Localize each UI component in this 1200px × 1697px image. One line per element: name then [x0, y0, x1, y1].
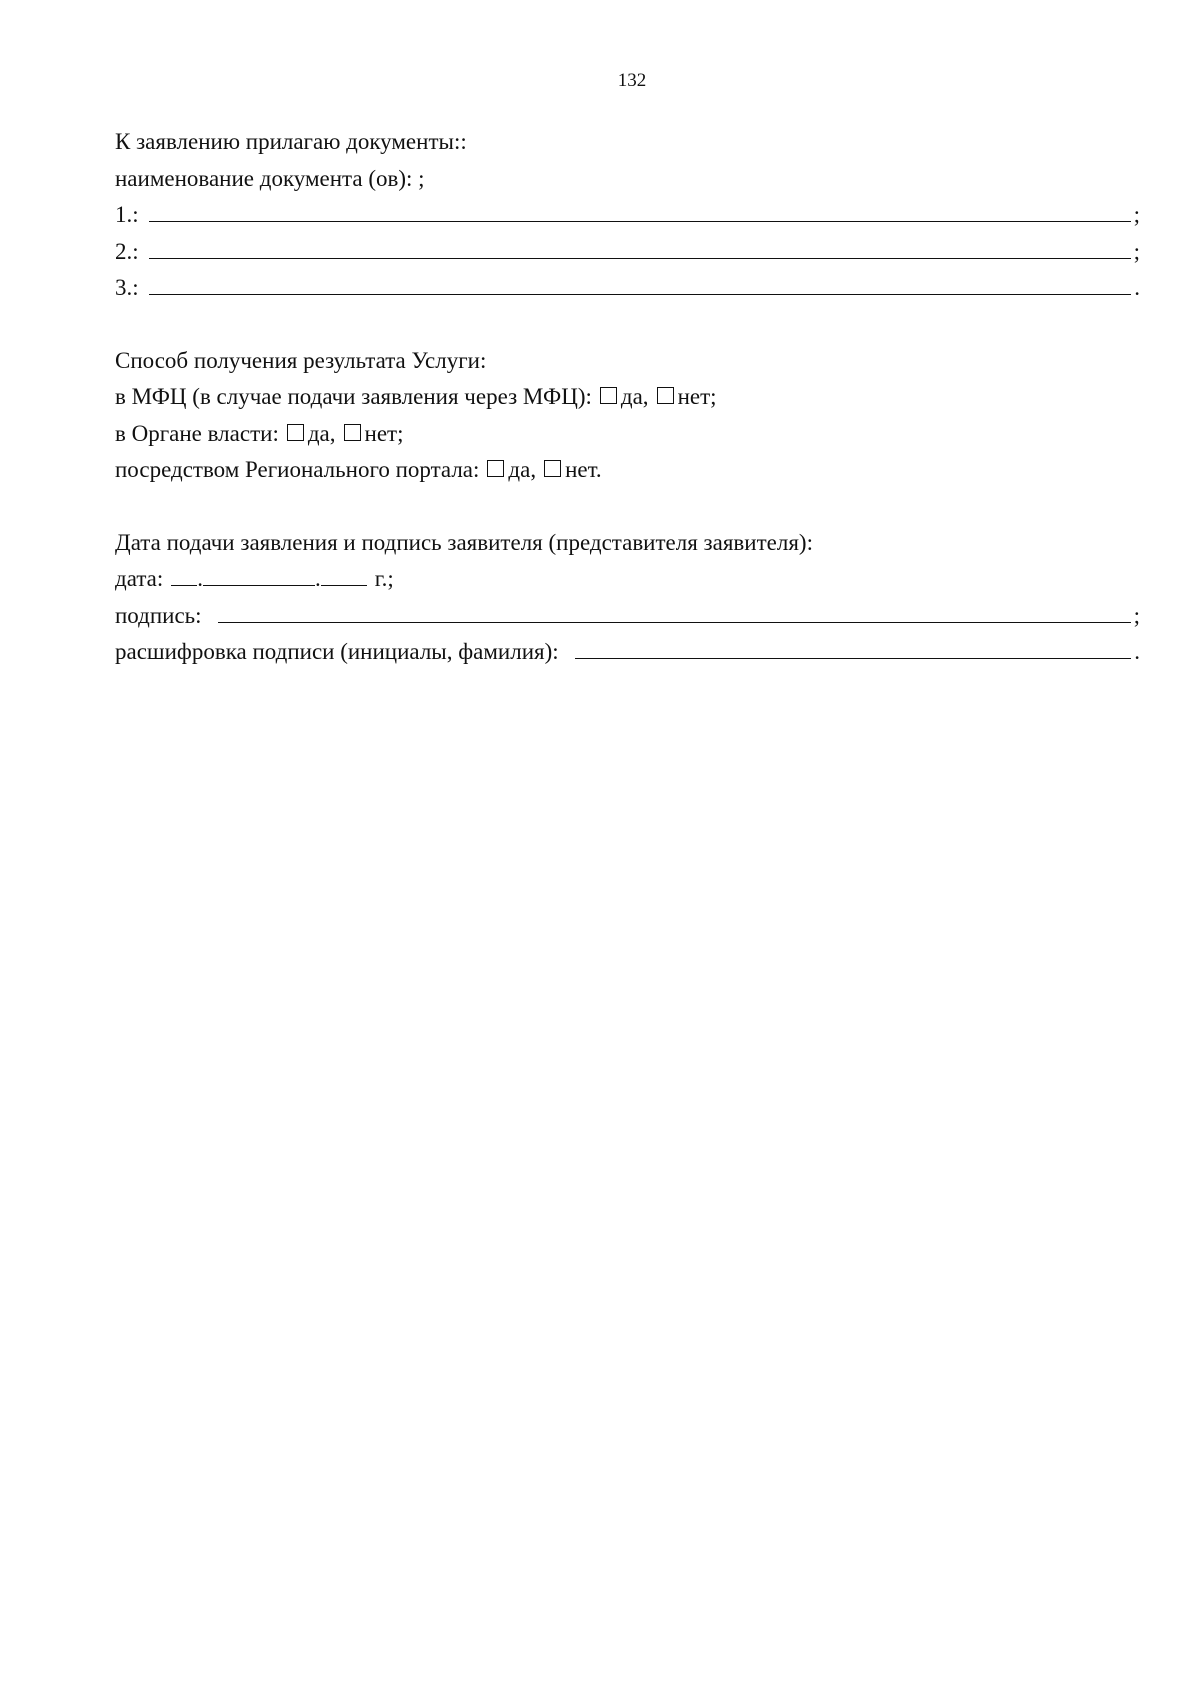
date-year-field[interactable] [321, 565, 367, 586]
decode-line [115, 634, 1140, 671]
date-label: дата: [115, 566, 164, 591]
page-number: 132 [617, 70, 647, 91]
attachments-heading: К заявлению прилагаю документы:: [115, 129, 467, 154]
authority-yes-checkbox[interactable] [287, 424, 304, 441]
sign-end: ; [1133, 602, 1140, 628]
portal-no-checkbox[interactable] [544, 460, 561, 477]
result-option-authority [115, 416, 1140, 453]
attachment-end-3: . [1134, 275, 1140, 300]
authority-no-label: нет; [364, 420, 404, 446]
form-content [115, 124, 1140, 671]
result-heading: Способ получения результата Услуги: [115, 347, 487, 373]
date-suffix: г.; [374, 566, 394, 591]
attachment-field-3[interactable] [149, 272, 1132, 295]
result-option-portal [115, 452, 1140, 489]
authority-yes-label: да, [307, 420, 336, 446]
section-spacer [115, 307, 1140, 343]
signature-name-field[interactable] [575, 636, 1132, 659]
mfc-yes-checkbox[interactable] [600, 387, 617, 404]
attachment-label-3: 3.: [115, 275, 139, 300]
attachments-subheading: наименование документа (ов): ; [115, 165, 425, 191]
attachment-line-3 [115, 270, 1140, 307]
attachment-label-2: 2.: [115, 238, 139, 264]
decode-label: расшифровка подписи (инициалы, фамилия): [115, 639, 559, 664]
mfc-no-label: нет; [677, 384, 717, 409]
attachment-field-1[interactable] [149, 199, 1131, 222]
section-spacer [115, 489, 1140, 525]
result-option-label: посредством Регионального портала: [115, 457, 480, 482]
attachment-line-2 [115, 234, 1140, 271]
signature-heading: Дата подачи заявления и подпись заявителя (представителя заявителя): [115, 529, 813, 555]
result-option-label: в Органе власти: [115, 420, 279, 446]
signature-field[interactable] [218, 600, 1131, 623]
attachment-line-1 [115, 197, 1140, 234]
date-separator-2: . [315, 566, 321, 591]
authority-no-checkbox[interactable] [344, 424, 361, 441]
sign-label: подпись: [115, 602, 202, 628]
decode-end: . [1134, 639, 1140, 664]
attachment-field-2[interactable] [149, 236, 1131, 259]
sign-line [115, 598, 1140, 635]
portal-no-label: нет. [565, 457, 602, 482]
result-option-label: в МФЦ (в случае подачи заявления через МФЦ): [115, 384, 592, 409]
date-day-field[interactable] [171, 565, 197, 586]
portal-yes-checkbox[interactable] [487, 460, 504, 477]
result-option-mfc [115, 379, 1140, 416]
attachment-end-2: ; [1133, 238, 1140, 264]
date-line [115, 561, 1140, 598]
attachment-label-1: 1.: [115, 202, 139, 227]
date-month-field[interactable] [203, 565, 315, 586]
mfc-yes-label: да, [620, 384, 649, 409]
portal-yes-label: да, [508, 457, 537, 482]
attachment-end-1: ; [1133, 202, 1140, 227]
mfc-no-checkbox[interactable] [657, 387, 674, 404]
date-separator-1: . [197, 566, 203, 591]
